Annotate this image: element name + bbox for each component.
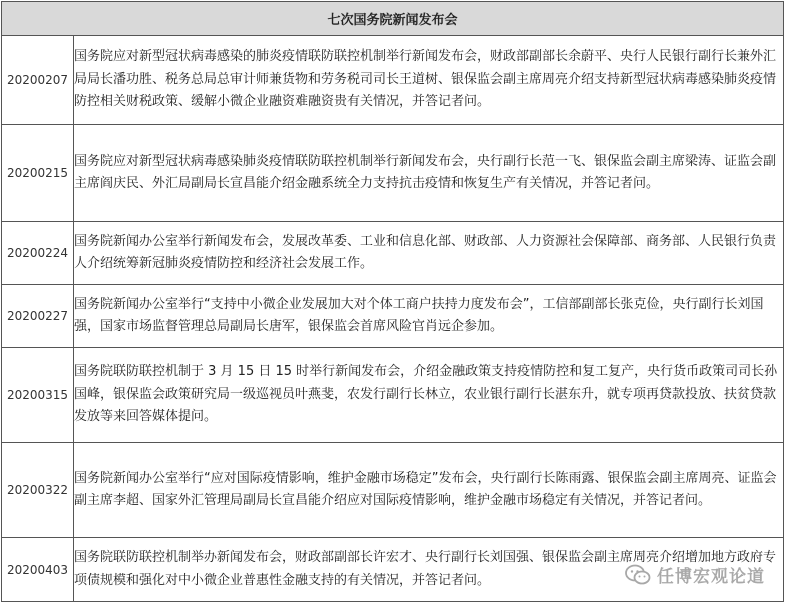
row-date: 20200215 — [2, 125, 74, 222]
row-description: 国务院应对新型冠状病毒感染肺炎疫情联防联控机制举行新闻发布会，央行副行长范一飞、银保监会副主席梁涛、证监会副主席阎庆民、外汇局副局长宣昌能介绍金融系统全力支持抗击疫情和恢复生产有关情况，并答记者问。 — [74, 125, 784, 222]
table-header-row — [2, 2, 784, 36]
row-description: 国务院新闻办公室举行新闻发布会，发展改革委、工业和信息化部、财政部、人力资源社会保障部、商务部、人民银行负责人介绍统筹新冠肺炎疫情防控和经济社会发展工作。 — [74, 222, 784, 285]
row-description: 国务院联防联控机制举办新闻发布会，财政部副部长许宏才、央行副行长刘国强、银保监会副主席周亮介绍增加地方政府专项债规模和强化对中小微企业普惠性金融支持的有关情况，并答记者问。 — [74, 538, 784, 602]
table-row — [2, 36, 784, 125]
row-date: 20200224 — [2, 222, 74, 285]
row-date: 20200403 — [2, 538, 74, 602]
row-date: 20200207 — [2, 36, 74, 125]
press-conference-table — [1, 1, 784, 602]
table-row — [2, 125, 784, 222]
watermark-text: 任博宏观论道 — [657, 567, 765, 587]
table-title: 七次国务院新闻发布会 — [2, 2, 784, 36]
table-row — [2, 222, 784, 285]
table-row — [2, 348, 784, 443]
table-row — [2, 443, 784, 538]
row-date: 20200315 — [2, 348, 74, 443]
wechat-icon — [625, 564, 651, 586]
row-date: 20200322 — [2, 443, 74, 538]
table-row — [2, 285, 784, 348]
row-description: 国务院新闻办公室举行“支持中小微企业发展加大对个体工商户扶持力度发布会”，工信部副部长张克俭，央行副行长刘国强，国家市场监督管理总局副局长唐军，银保监会首席风险官肖远企参加。 — [74, 285, 784, 348]
row-description: 国务院应对新型冠状病毒感染的肺炎疫情联防联控机制举行新闻发布会，财政部副部长余蔚平、央行人民银行副行长兼外汇局局长潘功胜、税务总局总审计师兼货物和劳务税司司长王道树、银保监会副主席周亮介绍支持新型冠状病毒感染肺炎疫情防控相关财税政策、缓解小微企业融资难融资贵有关情况，并答记者问。 — [74, 36, 784, 125]
row-date: 20200227 — [2, 285, 74, 348]
row-description: 国务院联防联控机制于 3 月 15 日 15 时举行新闻发布会，介绍金融政策支持疫情防控和复工复产，央行货币政策司司长孙国峰，银保监会政策研究局一级巡视员叶燕斐，农发行副行长林立，农业银行副行长湛东升，就专项再贷款投放、扶贫贷款发放等来回答媒体提问。 — [74, 348, 784, 443]
watermark — [625, 562, 765, 587]
row-description: 国务院新闻办公室举行“应对国际疫情影响，维护金融市场稳定”发布会，央行副行长陈雨露、银保监会副主席周亮、证监会副主席李超、国家外汇管理局副局长宣昌能介绍应对国际疫情影响，维护金融市场稳定有关情况，并答记者问。 — [74, 443, 784, 538]
